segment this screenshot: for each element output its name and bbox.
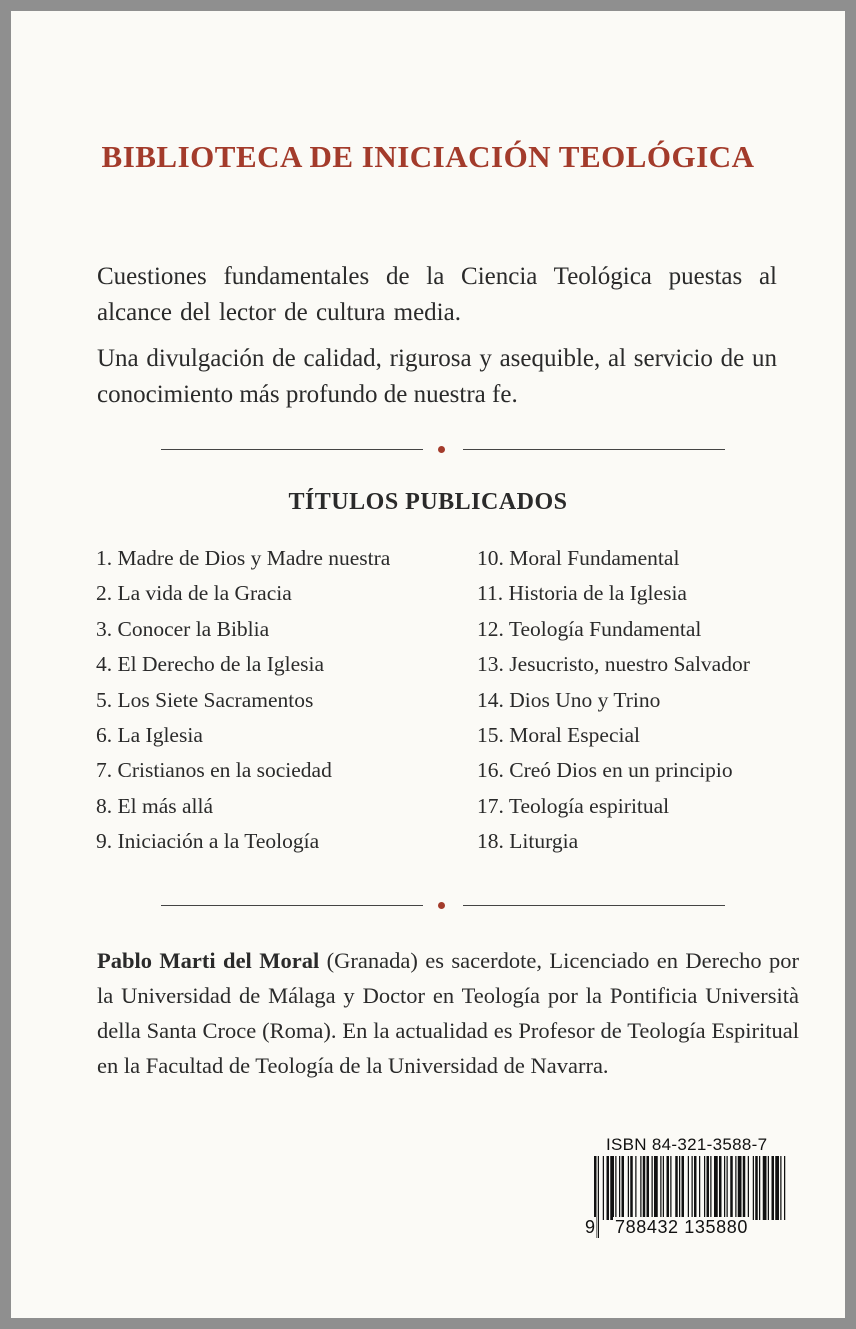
ornament-divider [161, 444, 726, 456]
barcode-bar [704, 1156, 705, 1220]
title-item: 9. Iniciación a la Teología [96, 829, 320, 854]
barcode-bar [748, 1156, 749, 1220]
title-item: 1. Madre de Dios y Madre nuestra [96, 546, 391, 570]
barcode-bar [682, 1156, 685, 1220]
barcode-bar [622, 1156, 625, 1220]
isbn-label: ISBN 84-321-3588-7 [606, 1135, 768, 1154]
barcode-bar [775, 1156, 779, 1220]
titles-list-right [477, 541, 750, 860]
title-item: 11. Historia de la Iglesia [477, 581, 687, 606]
title-item: 8. El más allá [96, 793, 214, 818]
barcode-bar [699, 1156, 700, 1220]
barcode-bar [772, 1156, 775, 1220]
barcode-bar [755, 1156, 758, 1220]
barcode-bar [763, 1156, 767, 1220]
divider-dot-icon [438, 446, 445, 453]
barcode-bar [635, 1156, 636, 1220]
book-back-cover [11, 11, 845, 1318]
barcode-bar [610, 1156, 614, 1220]
barcode-bar [714, 1156, 718, 1220]
title-item: 16. Creó Dios en un principio [477, 758, 733, 783]
title-item: 13. Jesucristo, nuestro Salvador [477, 652, 750, 677]
barcode-bar [759, 1156, 760, 1220]
title-item: 18. Liturgia [477, 829, 579, 854]
barcode-bar [667, 1156, 670, 1220]
barcode-bar [607, 1156, 610, 1220]
author-name: Pablo Marti del Moral [97, 948, 320, 973]
titles-heading: TÍTULOS PUBLICADOS [288, 489, 568, 515]
barcode-bar [679, 1156, 680, 1220]
author-bio-text: (Granada) es sacerdote, Licenciado en Derecho por la Universidad de Málaga y Doctor en Teología por la Pontificia Università della Santa Croce (Roma). En la actualidad es Profesor de Teología Espiritual en la Facultad de Teología de la Universidad de Navarra. [97, 948, 799, 1078]
barcode-bar [615, 1156, 616, 1220]
barcode-bar [660, 1156, 661, 1220]
barcode-bar [753, 1156, 754, 1220]
barcode-bar [598, 1156, 599, 1238]
ornament-divider [161, 900, 726, 912]
title-item: 15. Moral Especial [477, 722, 640, 747]
barcode-bar [768, 1156, 769, 1220]
divider-line [161, 905, 423, 906]
barcode-bar [603, 1156, 604, 1220]
barcode-bar [652, 1156, 653, 1220]
barcode-bar [688, 1156, 689, 1220]
barcode-bar [640, 1156, 641, 1220]
divider-dot-icon [438, 902, 445, 909]
intro-paragraph-2: Una divulgación de calidad, rigurosa y asequible, al servicio de un conocimiento más profundo de nuestra fe. [97, 345, 777, 408]
barcode-bar [628, 1156, 629, 1220]
title-item: 6. La Iglesia [96, 722, 203, 747]
title-item: 17. Teología espiritual [477, 793, 670, 818]
barcode-digits: 788432 135880 [615, 1217, 748, 1237]
author-bio [97, 943, 799, 1083]
barcode-bar [670, 1156, 671, 1220]
series-title: BIBLIOTECA DE INICIACIÓN TEOLÓGICA [101, 139, 755, 174]
barcode-bar [710, 1156, 711, 1220]
barcode-bar [630, 1156, 633, 1220]
barcode-bar [654, 1156, 658, 1220]
barcode-bar [663, 1156, 664, 1220]
barcode-bar [738, 1156, 742, 1220]
divider-line [463, 905, 725, 906]
title-item: 3. Conocer la Biblia [96, 616, 270, 641]
divider-line [463, 449, 725, 450]
barcode-bar [694, 1156, 697, 1220]
title-item: 10. Moral Fundamental [477, 546, 680, 570]
barcode-digit-first: 9 [585, 1217, 596, 1237]
barcode-bar [730, 1156, 733, 1220]
title-item: 4. El Derecho de la Iglesia [96, 652, 325, 677]
barcode-bar [619, 1156, 620, 1220]
title-item: 5. Los Siete Sacramentos [96, 687, 314, 712]
barcode-bar [743, 1156, 746, 1220]
title-item: 2. La vida de la Gracia [96, 581, 292, 606]
barcode-bar [735, 1156, 736, 1220]
divider-line [161, 449, 423, 450]
barcode-bar [643, 1156, 646, 1220]
barcode-bar [647, 1156, 650, 1220]
title-item: 7. Cristianos en la sociedad [96, 758, 332, 783]
barcode-bar [675, 1156, 678, 1220]
titles-list-left [96, 541, 390, 860]
barcode-bar [784, 1156, 785, 1220]
barcode-bar [780, 1156, 781, 1220]
barcode-bar [719, 1156, 722, 1220]
title-item: 12. Teología Fundamental [477, 616, 702, 641]
barcode-bar [692, 1156, 693, 1220]
intro-paragraph-1: Cuestiones fundamentales de la Ciencia Teológica puestas al alcance del lector de cultura media. [97, 263, 777, 326]
barcode-bar [707, 1156, 710, 1220]
title-item: 14. Dios Uno y Trino [477, 687, 661, 712]
